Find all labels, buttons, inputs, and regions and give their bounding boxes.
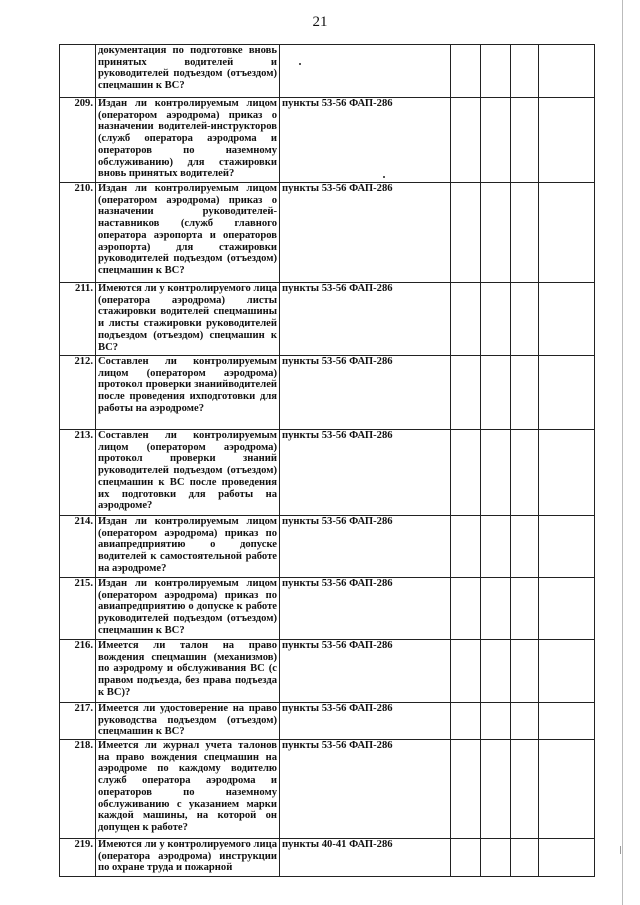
checklist-table: [59, 44, 595, 877]
answer-na-cell: [511, 640, 539, 703]
reference-cell: пункты 53-56 ФАП-286: [280, 283, 451, 356]
note-cell: [539, 430, 595, 516]
row-number: 215.: [60, 578, 96, 640]
note-cell: [539, 283, 595, 356]
answer-na-cell: [511, 430, 539, 516]
table-row: [60, 703, 595, 740]
question-cell: Составлен ли контролируемым лицом (оператором аэродрома) протокол проверки знанийводителей после проведения ихподготовки для работы на аэродроме?: [96, 356, 280, 430]
reference-cell: пункты 53-56 ФАП-286: [280, 98, 451, 183]
answer-na-cell: [511, 356, 539, 430]
table-row: [60, 740, 595, 839]
answer-no-cell: [481, 703, 511, 740]
table-row: [60, 430, 595, 516]
table-row: [60, 640, 595, 703]
reference-cell: пункты 53-56 ФАП-286: [280, 640, 451, 703]
answer-yes-cell: [451, 283, 481, 356]
page-number: 21: [312, 14, 328, 30]
note-cell: [539, 516, 595, 578]
answer-no-cell: [481, 839, 511, 877]
note-cell: [539, 703, 595, 740]
table-row: [60, 98, 595, 183]
table-row: [60, 516, 595, 578]
row-number: 213.: [60, 430, 96, 516]
answer-yes-cell: [451, 740, 481, 839]
answer-na-cell: [511, 283, 539, 356]
answer-yes-cell: [451, 98, 481, 183]
answer-no-cell: [481, 356, 511, 430]
row-number: 210.: [60, 183, 96, 283]
note-cell: [539, 640, 595, 703]
row-number: 212.: [60, 356, 96, 430]
answer-yes-cell: [451, 640, 481, 703]
table-row: [60, 578, 595, 640]
answer-yes-cell: [451, 183, 481, 283]
table-row: [60, 183, 595, 283]
answer-yes-cell: [451, 578, 481, 640]
scan-edge-mark: [620, 846, 627, 854]
question-cell: Имеются ли у контролируемого лица (оператора аэродрома) инструкции по охране труда и пожарной: [96, 839, 280, 877]
reference-cell: пункты 53-56 ФАП-286: [280, 703, 451, 740]
note-cell: [539, 740, 595, 839]
answer-no-cell: [481, 98, 511, 183]
answer-na-cell: [511, 98, 539, 183]
row-number: 216.: [60, 640, 96, 703]
table-row: [60, 839, 595, 877]
answer-na-cell: [511, 45, 539, 98]
reference-cell: пункты 53-56 ФАП-286: [280, 183, 451, 283]
answer-no-cell: [481, 183, 511, 283]
answer-na-cell: [511, 703, 539, 740]
answer-na-cell: [511, 183, 539, 283]
table-row: [60, 283, 595, 356]
answer-na-cell: [511, 839, 539, 877]
row-number: [60, 45, 96, 98]
answer-na-cell: [511, 516, 539, 578]
note-cell: [539, 183, 595, 283]
answer-yes-cell: [451, 516, 481, 578]
row-number: 209.: [60, 98, 96, 183]
reference-cell: пункты 53-56 ФАП-286: [280, 740, 451, 839]
answer-no-cell: [481, 640, 511, 703]
question-cell: Имеются ли у контролируемого лица (оператора аэродрома) листы стажировки водителей спецмашины и листы стажировки руководителей подъездом (отъездом) спецмашин к ВС?: [96, 283, 280, 356]
answer-na-cell: [511, 740, 539, 839]
note-cell: [539, 356, 595, 430]
question-cell: Издан ли контролируемым лицом (оператором аэродрома) приказ о назначении руководителей-наставников (служб главного оператора аэропорта и операторов аэропорта) для стажировки руководителей подъездом (отъездом) спецмашин к ВС?: [96, 183, 280, 283]
row-number: 217.: [60, 703, 96, 740]
answer-no-cell: [481, 516, 511, 578]
answer-no-cell: [481, 45, 511, 98]
answer-na-cell: [511, 578, 539, 640]
row-number: 218.: [60, 740, 96, 839]
row-number: 214.: [60, 516, 96, 578]
note-cell: [539, 98, 595, 183]
answer-yes-cell: [451, 356, 481, 430]
answer-no-cell: [481, 283, 511, 356]
table-row: [60, 356, 595, 430]
answer-yes-cell: [451, 703, 481, 740]
reference-cell: пункты 53-56 ФАП-286: [280, 516, 451, 578]
question-cell: Имеется ли журнал учета талонов на право вождения спецмашин на аэродроме по каждому водителю служб оператора аэродрома и операторов по наземному обслуживанию с указанием марки каждой машины, на которой он допущен к работе?: [96, 740, 280, 839]
answer-yes-cell: [451, 430, 481, 516]
row-number: 219.: [60, 839, 96, 877]
question-cell: Составлен ли контролируемым лицом (оператором аэродрома) протокол проверки знаний руководителей подъездом (отъездом) спецмашин к ВС после проведения их подготовки для работы на аэродроме?: [96, 430, 280, 516]
question-cell: документация по подготовке вновь принятых водителей и руководителей подъездом (отъездом) спецмашин к ВС?: [96, 45, 280, 98]
question-cell: Имеется ли талон на право вождения спецмашин (механизмов) по аэродрому и обслуживания ВС (с правом подъезда, без права подъезда к ВС)?: [96, 640, 280, 703]
question-cell: Имеется ли удостоверение на право руководства подъездом (отъездом) спецмашин к ВС?: [96, 703, 280, 740]
reference-cell: пункты 40-41 ФАП-286: [280, 839, 451, 877]
answer-yes-cell: [451, 839, 481, 877]
reference-cell: [280, 45, 451, 98]
answer-yes-cell: [451, 45, 481, 98]
reference-cell: пункты 53-56 ФАП-286: [280, 356, 451, 430]
table-row: [60, 45, 595, 98]
answer-no-cell: [481, 578, 511, 640]
reference-cell: пункты 53-56 ФАП-286: [280, 578, 451, 640]
scan-edge-line: [622, 0, 623, 905]
question-cell: Издан ли контролируемым лицом (оператором аэродрома) приказ о назначении водителей-инструкторов (служб оператора аэродрома и операторов по наземному обслуживанию) для стажировки вновь принятых водителей?: [96, 98, 280, 183]
reference-cell: пункты 53-56 ФАП-286: [280, 430, 451, 516]
note-cell: [539, 578, 595, 640]
row-number: 211.: [60, 283, 96, 356]
note-cell: [539, 839, 595, 877]
answer-no-cell: [481, 430, 511, 516]
note-cell: [539, 45, 595, 98]
answer-no-cell: [481, 740, 511, 839]
question-cell: Издан ли контролируемым лицом (оператором аэродрома) приказ по авиапредприятию о допуске водителей к самостоятельной работе на аэродроме?: [96, 516, 280, 578]
question-cell: Издан ли контролируемым лицом (оператором аэродрома) приказ по авиапредприятию о допуске к работе руководителей подъездом (отъездом) спецмашин к ВС?: [96, 578, 280, 640]
